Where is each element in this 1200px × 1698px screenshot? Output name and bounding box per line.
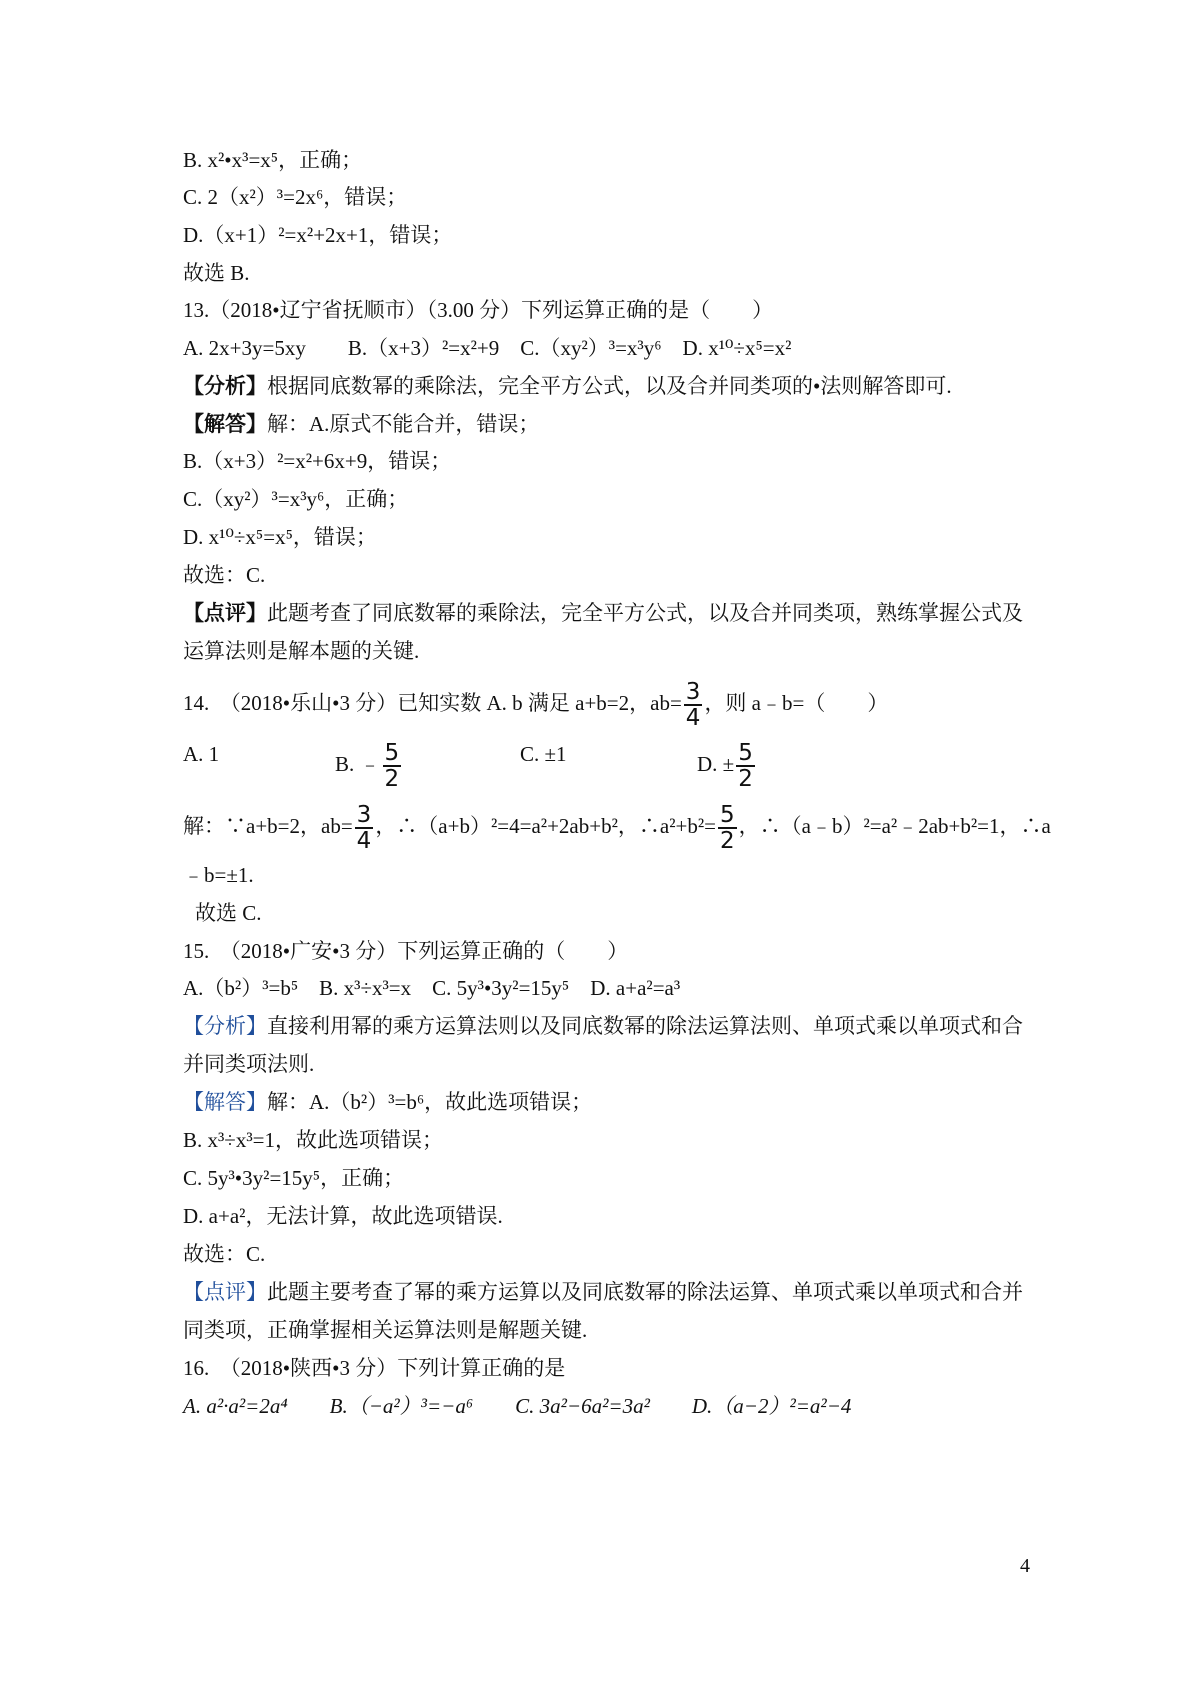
q14-title: 14. （2018•乐山•3 分）已知实数 A. b 满足 a+b=2，ab= $\frac{3}{4}$ ，则 a﹣b=（ ）: [183, 679, 889, 731]
page-number: 4: [1020, 1555, 1030, 1577]
line-d-result: D.（x+1）²=x²+2x+1，错误；: [183, 223, 453, 247]
q13-b: B.（x+3）²=x²+6x+9，错误；: [183, 449, 452, 473]
q16-options: A. a²·a²=2a⁴ B.（−a²）³=−a⁶ C. 3a²−6a²=3a² D.（a−2）²=a²−4: [183, 1394, 852, 1418]
q13-c: C.（xy²）³=x³y⁶，正确；: [183, 487, 409, 511]
line-b-result: B. x²•x³=x⁵，正确；: [183, 148, 363, 172]
q15-analysis: 【分析】直接利用幂的乘方运算法则以及同底数幂的除法运算法则、单项式乘以单项式和合: [183, 1014, 1023, 1038]
fraction: $\frac{3}{4}$: [685, 679, 701, 731]
fraction: $\frac{5}{2}$: [738, 740, 753, 792]
q15-title: 15. （2018•广安•3 分）下列运算正确的（ ）: [183, 939, 629, 963]
q15-answer: 【解答】解：A.（b²）³=b⁶，故此选项错误；: [183, 1090, 593, 1114]
q13-comment: 【点评】此题考查了同底数幂的乘除法，完全平方公式，以及合并同类项，熟练掌握公式及: [183, 601, 1023, 625]
q13-answer: 【解答】解：A.原式不能合并，错误；: [183, 412, 540, 436]
q13-comment-2: 运算法则是解本题的关键.: [183, 639, 420, 663]
fraction: $\frac{5}{2}$: [384, 740, 400, 792]
q15-choice: 故选：C.: [183, 1242, 266, 1266]
q15-comment-2: 同类项，正确掌握相关运算法则是解题关键.: [183, 1318, 588, 1342]
q13-analysis: 【分析】根据同底数幂的乘除法，完全平方公式，以及合并同类项的•法则解答即可.: [183, 374, 952, 398]
q14-solution-2: ﹣b=±1.: [183, 863, 254, 887]
fraction: $\frac{5}{2}$: [719, 802, 735, 854]
q15-options: A.（b²）³=b⁵ B. x³÷x³=x C. 5y³•3y²=15y⁵ D. a+a²=a³: [183, 976, 681, 1000]
q14-option-c: C. ±1: [520, 742, 567, 766]
q14-option-b: B. ﹣ $\frac{5}{2}$: [335, 740, 400, 792]
q13-choice: 故选：C.: [183, 563, 266, 587]
line-c-result: C. 2（x²）³=2x⁶，错误；: [183, 185, 408, 209]
q15-b: B. x³÷x³=1，故此选项错误；: [183, 1128, 443, 1152]
q14-choice: 故选 C.: [195, 901, 262, 925]
q16-title: 16. （2018•陕西•3 分）下列计算正确的是: [183, 1356, 566, 1380]
q14-option-a: A. 1: [183, 742, 220, 766]
fraction: $\frac{3}{4}$: [356, 802, 372, 854]
q14-option-d: D. ± $\frac{5}{2}$: [697, 740, 753, 792]
q13-title: 13.（2018•辽宁省抚顺市）（3.00 分）下列运算正确的是（ ）: [183, 298, 774, 322]
q13-options: A. 2x+3y=5xy B.（x+3）²=x²+9 C.（xy²）³=x³y⁶ D. x¹⁰÷x⁵=x²: [183, 336, 792, 360]
q15-c: C. 5y³•3y²=15y⁵，正确；: [183, 1166, 405, 1190]
q14-solution: 解：∵a+b=2，ab= $\frac{3}{4}$ ，∴（a+b）²=4=a²+2ab+b²，∴a²+b²= $\frac{5}{2}$ ，∴（a﹣b）²=a²﹣2ab+b²=1，∴a: [183, 802, 1051, 854]
q15-d: D. a+a²，无法计算，故此选项错误.: [183, 1204, 503, 1228]
line-choice-b: 故选 B.: [183, 261, 250, 285]
q13-d: D. x¹⁰÷x⁵=x⁵，错误；: [183, 525, 377, 549]
q15-analysis-2: 并同类项法则.: [183, 1052, 315, 1076]
q15-comment: 【点评】此题主要考查了幂的乘方运算以及同底数幂的除法运算、单项式乘以单项式和合并: [183, 1280, 1023, 1304]
